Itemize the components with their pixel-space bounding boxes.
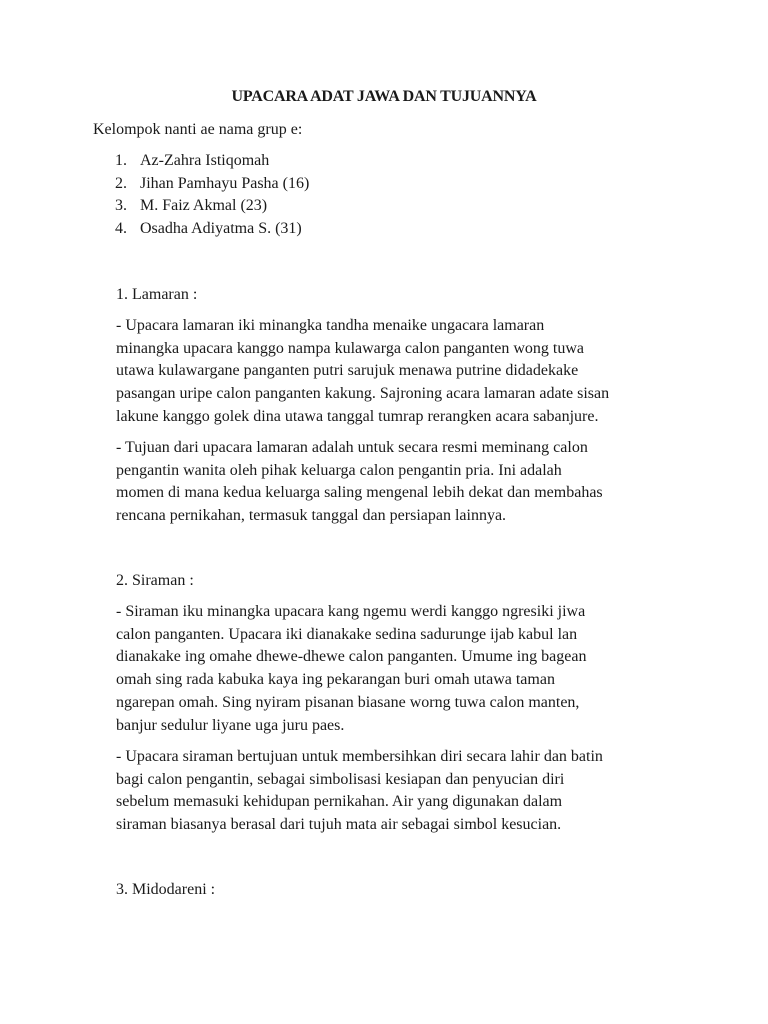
paragraph-siraman-description bbox=[116, 601, 676, 737]
paragraph-lamaran-purpose bbox=[116, 437, 676, 528]
paragraph-line: pengantin wanita oleh pihak keluarga calon pengantin pria. Ini adalah bbox=[116, 461, 562, 479]
paragraph-line: - Upacara lamaran iki minangka tandha menaike ungacara lamaran bbox=[116, 317, 545, 334]
paragraph-line: - Tujuan dari upacara lamaran adalah untuk secara resmi meminang calon bbox=[116, 439, 588, 456]
section-heading-midodareni: 3. Midodareni : bbox=[116, 881, 216, 898]
member-number: 4. bbox=[115, 219, 127, 237]
member-number: 3. bbox=[115, 197, 127, 214]
member-number: 1. bbox=[115, 152, 127, 169]
member-item bbox=[115, 173, 309, 196]
paragraph-line: rencana pernikahan, termasuk tanggal dan persiapan lainnya. bbox=[116, 507, 507, 525]
paragraph-line: dianakake ing omahe dhewe-dhewe calon panganten. Umume ing bagean bbox=[116, 648, 587, 666]
member-name: Osadha Adiyatma S. (31) bbox=[140, 219, 302, 237]
member-item bbox=[115, 195, 309, 218]
paragraph-line: - Siraman iku minangka upacara kang ngemu werdi kanggo ngresiki jiwa bbox=[116, 603, 586, 620]
paragraph-line: calon panganten. Upacara iki dianakake sedina sadurunge ijab kabul lan bbox=[116, 625, 578, 643]
paragraph-line: banjur sedulur liyane uga juru paes. bbox=[116, 716, 345, 734]
paragraph-line: ngarepan omah. Sing nyiram pisanan biasane worng tuwa calon manten, bbox=[116, 693, 580, 711]
member-list bbox=[115, 150, 309, 240]
member-name: Az-Zahra Istiqomah bbox=[140, 152, 270, 169]
member-number: 2. bbox=[115, 174, 127, 192]
document-title: UPACARA ADAT JAWA DAN TUJUANNYA bbox=[231, 88, 537, 105]
member-name: M. Faiz Akmal (23) bbox=[140, 197, 268, 214]
paragraph-line: lakune kanggo golek dina utawa tanggal tumrap rerangken acara sabanjure. bbox=[116, 407, 599, 425]
group-intro: Kelompok nanti ae nama grup e: bbox=[93, 121, 303, 138]
member-item bbox=[115, 218, 309, 241]
paragraph-line: omah sing rada kabuka kaya ing pekarangan buri omah utawa taman bbox=[116, 671, 555, 689]
member-name: Jihan Pamhayu Pasha (16) bbox=[140, 174, 310, 192]
paragraph-line: minangka upacara kanggo nampa kulawarga calon panganten wong tuwa bbox=[116, 339, 584, 357]
paragraph-siraman-purpose bbox=[116, 746, 676, 837]
paragraph-line: momen di mana kedua keluarga saling mengenal lebih dekat dan membahas bbox=[116, 484, 603, 502]
member-item bbox=[115, 150, 309, 173]
paragraph-line: utawa kulawargane panganten putri sarujuk menawa putrine didadekake bbox=[116, 362, 579, 380]
paragraph-line: sebelum memasuki kehidupan pernikahan. Air yang digunakan dalam bbox=[116, 793, 563, 811]
section-heading-siraman: 2. Siraman : bbox=[116, 572, 194, 589]
paragraph-line: - Upacara siraman bertujuan untuk membersihkan diri secara lahir dan batin bbox=[116, 748, 603, 765]
paragraph-lamaran-description bbox=[116, 315, 676, 429]
section-heading-lamaran: 1. Lamaran : bbox=[116, 286, 198, 303]
paragraph-line: bagi calon pengantin, sebagai simbolisasi kesiapan dan penyucian diri bbox=[116, 770, 565, 788]
paragraph-line: siraman biasanya berasal dari tujuh mata air sebagai simbol kesucian. bbox=[116, 816, 562, 834]
paragraph-line: pasangan uripe calon panganten kakung. Sajroning acara lamaran adate sisan bbox=[116, 385, 610, 403]
